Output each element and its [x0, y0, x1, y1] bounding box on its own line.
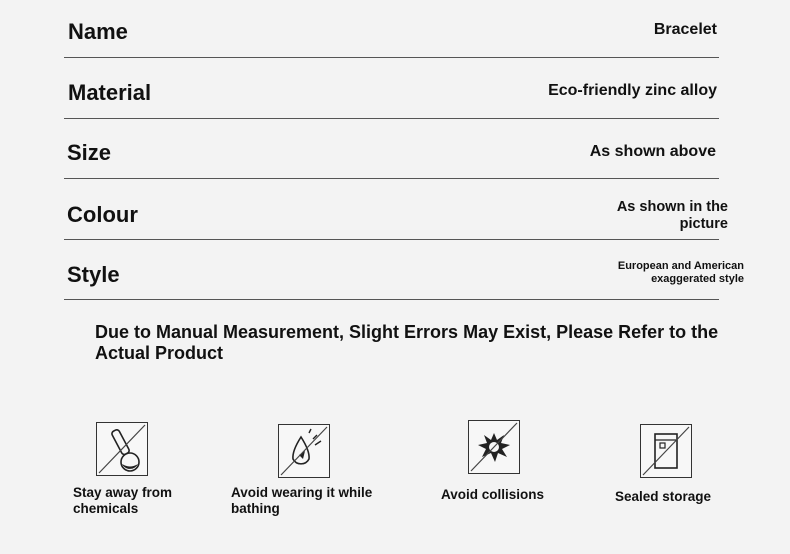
measurement-note: Due to Manual Measurement, Slight Errors May Exist, Please Refer to the Actual Product [95, 322, 719, 363]
spec-row-material [64, 57, 719, 119]
spec-value: Eco-friendly zinc alloy [548, 82, 717, 99]
spec-value: As shown in the picture [616, 199, 728, 232]
spec-value: As shown above [589, 143, 716, 160]
spec-label: Colour [67, 202, 138, 227]
spec-label: Style [67, 262, 120, 287]
spec-row-colour [64, 178, 728, 240]
care-label: Avoid collisions [441, 487, 545, 502]
care-label: Avoid wearing it while bathing [231, 485, 373, 516]
spec-value: Bracelet [653, 21, 717, 38]
spec-row-size [64, 118, 719, 179]
care-label: Stay away from chemicals [73, 485, 173, 516]
no-bathing-icon [278, 424, 330, 478]
spec-label: Material [68, 80, 152, 105]
sealed-storage-icon [640, 424, 692, 478]
no-collision-icon [468, 420, 520, 474]
spec-label: Name [68, 19, 128, 44]
spec-row-name [64, 0, 719, 58]
spec-value: European and American exaggerated style [617, 260, 744, 285]
spec-label: Size [67, 140, 112, 165]
care-label: Sealed storage [615, 489, 712, 504]
spec-row-style [64, 239, 744, 300]
no-chemicals-icon [96, 422, 148, 476]
